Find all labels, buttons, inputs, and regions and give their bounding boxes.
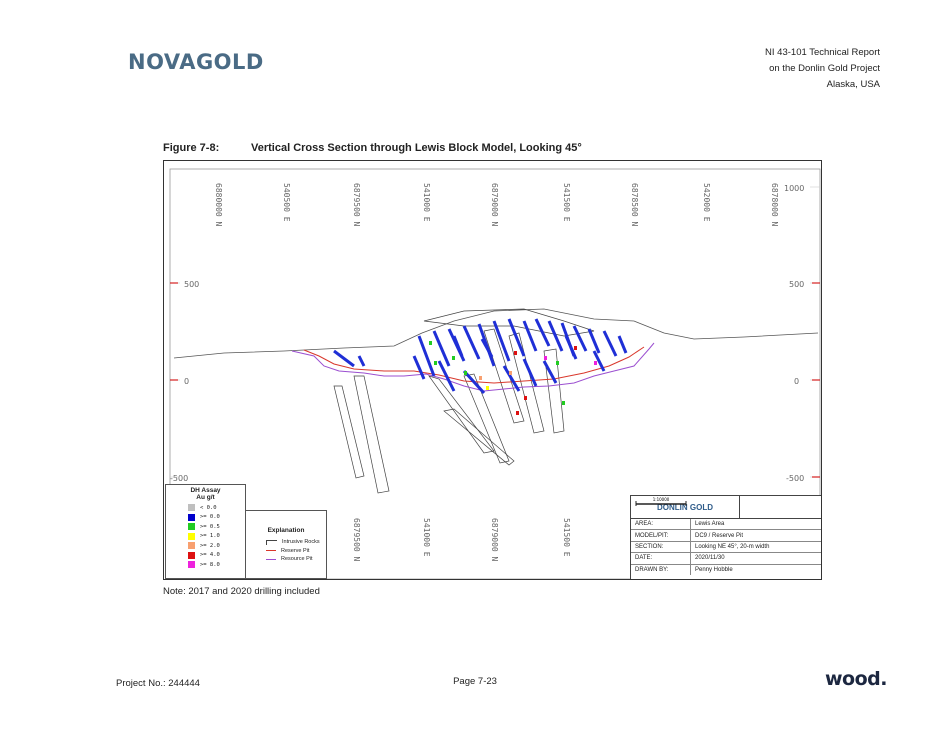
assay-marker [452,356,455,360]
legend-item [188,560,245,570]
top-axis-label: 541000 E [422,183,431,222]
elevation-label-left: 500 [184,280,200,289]
title-block-value: DC9 / Reserve Pit [695,532,744,539]
assay-marker [562,401,565,405]
legend-swatch [188,523,195,530]
top-axis-label: 542000 E [702,183,711,222]
topography-line [174,309,818,358]
top-axis-label: 6880000 N [214,183,223,227]
explanation-title: Explanation [267,527,305,534]
title-block-row [631,530,821,541]
title-block-value: 2020/11/30 [695,555,725,562]
assay-marker [429,341,432,345]
bottom-axis-label: 541000 E [422,518,431,557]
title-block-row [631,542,821,553]
assay-marker [514,351,517,355]
explanation-label: Resource Pit [281,556,313,563]
legend-item [188,541,245,551]
scale-bar-graphic [631,496,691,508]
explanation-label: Intrusive Rocks [282,539,320,546]
legend-label: >= 4.0 [200,552,220,559]
title-block-key: SECTION: [631,542,691,552]
reserve-pit-line [304,347,644,383]
drillhole [359,356,364,366]
top-axis-label: 6879500 N [352,183,361,227]
top-axis-label: 6879000 N [490,183,499,227]
drillhole [509,319,524,356]
drillhole [619,336,626,353]
novagold-logo: NOVAGOLD [128,50,264,74]
legend-label: < 0.0 [200,504,217,511]
drillhole [414,356,424,379]
legend-item [188,522,245,532]
drillhole [504,366,519,391]
top-axis-label: 540500 E [282,183,291,222]
drillhole [604,331,616,356]
title-block-value: Looking NE 45°, 20-m width [695,543,770,550]
figure-note: Note: 2017 and 2020 drilling included [163,586,320,597]
title-block-key: DATE: [631,553,691,563]
explanation-label: Reserve Pit [281,547,310,554]
legend-item [188,532,245,542]
bottom-axis-label: 541500 E [562,518,571,557]
bottom-axis-label: 6879500 N [352,518,361,562]
assay-marker [556,361,559,365]
drillhole [334,351,354,366]
title-block [630,495,822,580]
elevation-label-left: -500 [170,474,189,483]
project-number: Project No.: 244444 [116,678,200,689]
elevation-label-right: 0 [794,377,800,386]
legend-swatch [188,552,195,559]
legend-label: >= 8.0 [200,561,220,568]
assay-marker [464,371,467,375]
drillhole [589,329,599,353]
assay-marker [574,346,577,350]
legend-item [188,551,245,561]
assay-marker [479,376,482,380]
top-axis-label: 6878000 N [770,183,779,227]
bottom-axis-label: 6879000 N [490,518,499,562]
cross-section-figure [163,160,822,580]
legend-label: >= 0.5 [200,523,220,530]
figure-title: Vertical Cross Section through Lewis Block Model, Looking 45° [251,142,582,154]
explanation-item [246,547,326,556]
legend-item [188,503,245,513]
assay-marker [594,361,597,365]
title-block-key: DRAWN BY: [631,565,691,575]
explanation-box [245,510,327,579]
title-block-key: AREA: [631,519,691,529]
reserve-pit-symbol [266,550,276,551]
wood-logo: wood. [825,668,887,690]
title-block-value: Penny Hobble [695,566,733,573]
drillhole [482,339,492,357]
drillhole [549,321,562,351]
elevation-label-right: -500 [786,474,805,483]
legend-swatch [188,533,195,540]
report-title-line: NI 43-101 Technical Report [765,47,880,58]
assay-marker [486,386,489,390]
top-axis-label: 6878500 N [630,183,639,227]
title-block-row [631,519,821,530]
elevation-label-left: 0 [184,377,190,386]
donlin-gold-logo: DONLIN GOLD [631,496,740,518]
assay-marker [509,371,512,375]
explanation-item [246,555,326,564]
report-title-line: on the Donlin Gold Project [769,63,880,74]
drillhole [524,321,536,351]
explanation-item [246,538,326,547]
resource-pit-symbol [266,559,276,560]
figure-caption [163,142,582,154]
intrusive-symbol [266,540,277,545]
assay-marker [434,361,437,365]
legend-title: DH Assay [190,487,221,494]
elevation-label-right: 500 [789,280,805,289]
drillhole [464,326,479,359]
legend-label: >= 1.0 [200,533,220,540]
legend-swatch [188,561,195,568]
drillhole [454,336,462,356]
assay-marker [544,356,547,360]
drillhole [494,321,509,361]
page-number: Page 7-23 [453,676,497,687]
legend-swatch [188,504,195,511]
legend-item [188,513,245,523]
title-block-row [631,553,821,564]
title-block-key: MODEL/PIT: [631,530,691,540]
drillhole [434,331,449,366]
report-title-line: Alaska, USA [826,79,880,90]
dh-assay-legend [165,484,246,579]
legend-subtitle: Au g/t [196,494,215,501]
assay-marker [524,396,527,400]
elevation-label-right: 1000 [784,184,805,193]
assay-marker [516,411,519,415]
legend-label: >= 0.0 [200,514,220,521]
title-block-value: Lewis Area [695,521,725,528]
legend-swatch [188,542,195,549]
figure-number: Figure 7-8: [163,142,220,154]
title-block-row [631,565,821,575]
report-title [765,45,880,93]
drillhole [524,359,536,386]
top-axis-label: 541500 E [562,183,571,222]
legend-label: >= 2.0 [200,542,220,549]
legend-swatch [188,514,195,521]
scale-text: 1:10000 [652,497,670,502]
